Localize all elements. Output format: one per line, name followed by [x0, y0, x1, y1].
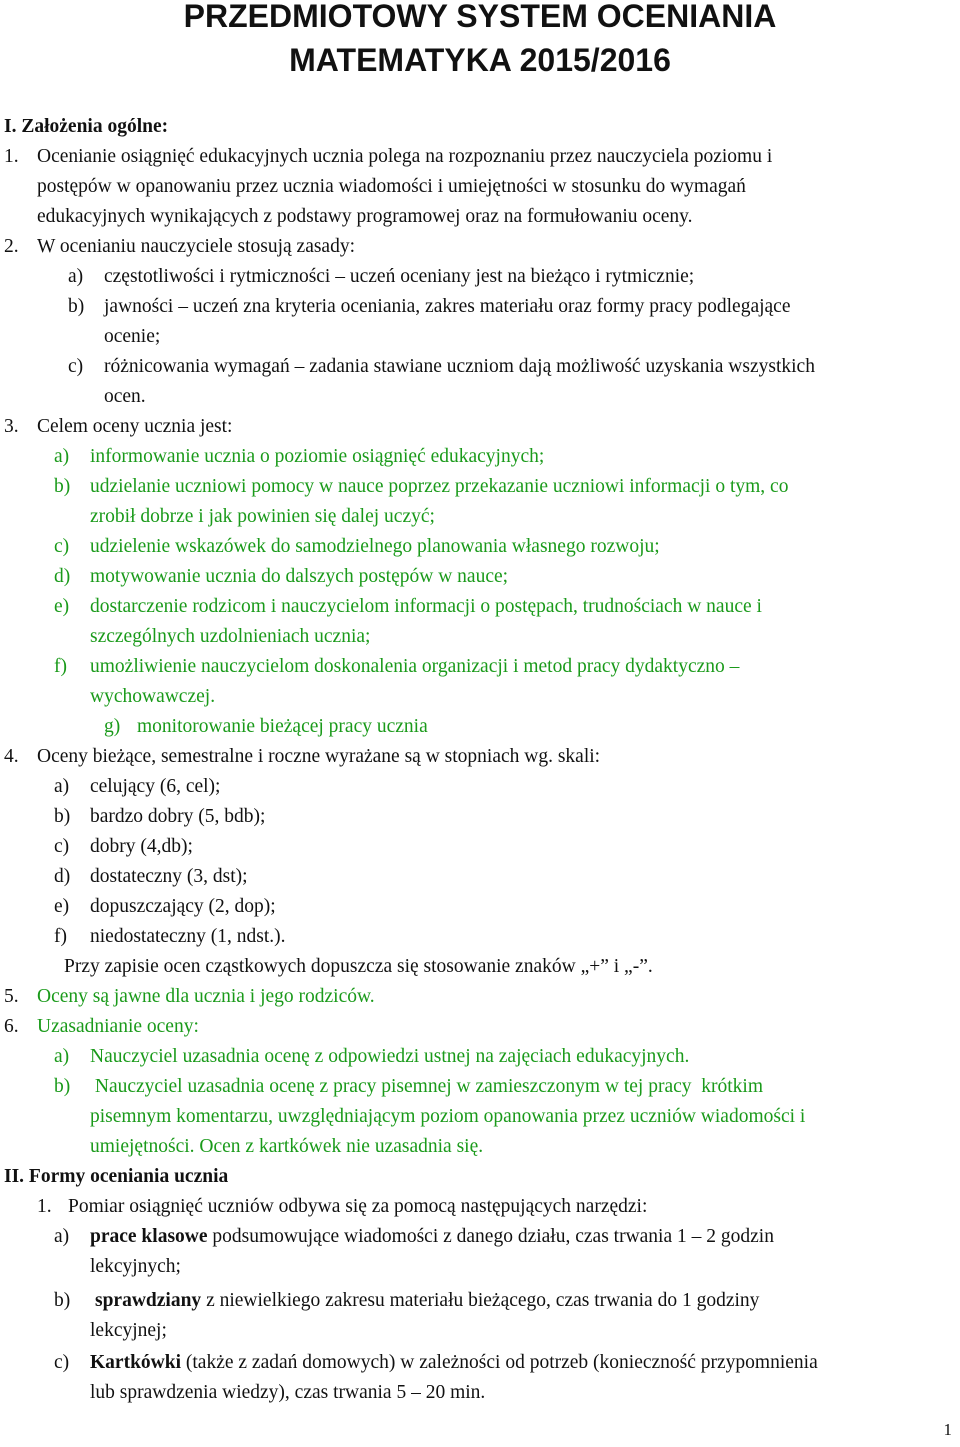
list-item: niedostateczny (1, ndst.).: [90, 926, 286, 947]
list-item-continuation: wychowawczej.: [90, 686, 216, 707]
list-item: [95, 1286, 759, 1316]
list-marker: b): [54, 806, 71, 827]
paragraph-line: Oceny są jawne dla ucznia i jego rodziców.: [37, 986, 375, 1007]
list-item-continuation: pisemnym komentarzu, uwzględniającym poziom opanowania przez uczniów wiadomości i: [90, 1106, 806, 1127]
list-item-continuation: lekcyjnych;: [90, 1256, 181, 1277]
list-marker: e): [54, 896, 70, 917]
list-item-continuation: ocen.: [104, 386, 146, 407]
list-item-continuation: zrobił dobrze i jak powinien się dalej uczyć;: [90, 506, 435, 527]
list-item: dobry (4,db);: [90, 836, 193, 857]
list-item-continuation: umiejętności. Ocen z kartkówek nie uzasadnia się.: [90, 1136, 484, 1157]
list-marker: c): [54, 536, 70, 557]
section-heading-2: II. Formy oceniania ucznia: [4, 1166, 229, 1187]
list-item-continuation: lub sprawdzenia wiedzy), czas trwania 5 – 20 min.: [90, 1382, 486, 1403]
list-item: [90, 1222, 774, 1252]
list-marker: c): [54, 1352, 70, 1373]
list-item: monitorowanie bieżącej pracy ucznia: [137, 716, 428, 737]
list-marker: f): [54, 656, 67, 677]
list-item: motywowanie ucznia do dalszych postępów w nauce;: [90, 566, 509, 587]
paragraph-line: Oceny bieżące, semestralne i roczne wyrażane są w stopniach wg. skali:: [37, 746, 601, 767]
page-title-line2: MATEMATYKA 2015/2016: [289, 42, 671, 78]
list-marker: b): [54, 1076, 71, 1097]
list-item: dopuszczający (2, dop);: [90, 896, 276, 917]
list-marker: c): [54, 836, 70, 857]
list-marker: a): [54, 446, 70, 467]
item-number: 2.: [4, 236, 19, 257]
section-heading-1: I. Założenia ogólne:: [4, 116, 169, 137]
list-marker: a): [68, 266, 84, 287]
term-bold: Kartkówki: [90, 1352, 182, 1373]
list-item: umożliwienie nauczycielom doskonalenia organizacji i metod pracy dydaktyczno –: [90, 656, 740, 677]
item-number: 5.: [4, 986, 19, 1007]
list-item: różnicowania wymagań – zadania stawiane uczniom dają możliwość uzyskania wszystkich: [104, 356, 815, 377]
page-number: 1: [943, 1420, 952, 1439]
grading-note: Przy zapisie ocen cząstkowych dopuszcza się stosowanie znaków „+” i „-”.: [64, 956, 653, 977]
list-item-continuation: szczególnych uzdolnieniach ucznia;: [90, 626, 371, 647]
item-number: 3.: [4, 416, 19, 437]
paragraph-line: Ocenianie osiągnięć edukacyjnych ucznia polega na rozpoznaniu przez nauczyciela poziomu i: [37, 146, 773, 167]
list-item: bardzo dobry (5, bdb);: [90, 806, 266, 827]
list-marker: e): [54, 596, 70, 617]
item-number: 6.: [4, 1016, 19, 1037]
list-item: [90, 1348, 818, 1378]
item-number: 4.: [4, 746, 19, 767]
list-item-continuation: lekcyjnej;: [90, 1320, 167, 1341]
list-item: informowanie ucznia o poziomie osiągnięć edukacyjnych;: [90, 446, 545, 467]
paragraph-line: Uzasadnianie oceny:: [37, 1016, 199, 1037]
item-number: 1.: [4, 146, 19, 167]
list-marker: d): [54, 866, 71, 887]
paragraph-line: postępów w opanowaniu przez ucznia wiadomości i umiejętności w stosunku do wymagań: [37, 176, 746, 197]
list-item: częstotliwości i rytmiczności – uczeń oceniany jest na bieżąco i rytmicznie;: [104, 266, 695, 287]
term-description: (także z zadań domowych) w zależności od potrzeb (konieczność przypomnienia: [181, 1352, 818, 1373]
list-item: Nauczyciel uzasadnia ocenę z odpowiedzi ustnej na zajęciach edukacyjnych.: [90, 1046, 690, 1067]
list-marker: b): [54, 476, 71, 497]
paragraph-line: edukacyjnych wynikających z podstawy programowej oraz na formułowaniu oceny.: [37, 206, 693, 227]
list-marker: b): [68, 296, 85, 317]
list-marker: d): [54, 566, 71, 587]
term-description: podsumowujące wiadomości z danego działu, czas trwania 1 – 2 godzin: [207, 1226, 774, 1247]
list-item: jawności – uczeń zna kryteria oceniania, zakres materiału oraz formy pracy podlegające: [104, 296, 791, 317]
list-item: dostarczenie rodzicom i nauczycielom informacji o postępach, trudnościach w nauce i: [90, 596, 762, 617]
paragraph-line: Celem oceny ucznia jest:: [37, 416, 233, 437]
paragraph-line: W ocenianiu nauczyciele stosują zasady:: [37, 236, 356, 257]
list-marker: a): [54, 1046, 70, 1067]
list-marker: a): [54, 1226, 70, 1247]
list-item: dostateczny (3, dst);: [90, 866, 248, 887]
term-description: z niewielkiego zakresu materiału bieżącego, czas trwania do 1 godziny: [201, 1290, 760, 1311]
paragraph-line: Pomiar osiągnięć uczniów odbywa się za pomocą następujących narzędzi:: [68, 1196, 648, 1217]
list-item: celujący (6, cel);: [90, 776, 221, 797]
list-marker: c): [68, 356, 84, 377]
term-bold: prace klasowe: [90, 1226, 208, 1247]
list-marker: b): [54, 1290, 71, 1311]
list-marker: a): [54, 776, 70, 797]
list-marker: f): [54, 926, 67, 947]
list-marker: g): [104, 716, 121, 737]
term-bold: sprawdziany: [95, 1290, 202, 1311]
list-item: Nauczyciel uzasadnia ocenę z pracy pisemnej w zamieszczonym w tej pracy krótkim: [90, 1076, 763, 1097]
page-title-line1: PRZEDMIOTOWY SYSTEM OCENIANIA: [183, 0, 777, 34]
list-item: udzielanie uczniowi pomocy w nauce poprzez przekazanie uczniowi informacji o tym, co: [90, 476, 789, 497]
list-item-continuation: ocenie;: [104, 326, 161, 347]
list-item: udzielenie wskazówek do samodzielnego planowania własnego rozwoju;: [90, 536, 660, 557]
item-number: 1.: [37, 1196, 52, 1217]
